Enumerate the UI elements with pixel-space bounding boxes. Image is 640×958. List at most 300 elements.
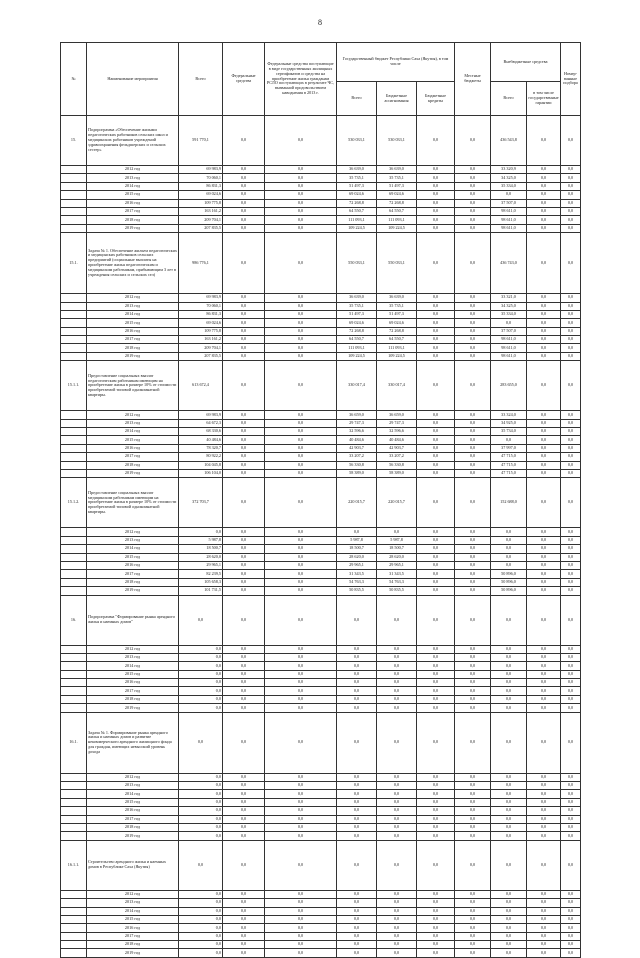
- year-empty-cell: [61, 561, 87, 569]
- year-empty-cell: [61, 411, 87, 419]
- year-empty-cell: [61, 807, 87, 815]
- year-value: 0,0: [265, 207, 337, 215]
- year-empty-cell: [61, 815, 87, 823]
- section-value: 0,0: [455, 478, 491, 528]
- year-value: 36 659,0: [337, 411, 377, 419]
- year-row: [61, 327, 581, 335]
- year-value: 0,0: [377, 890, 417, 898]
- year-value: 51 497,3: [337, 182, 377, 190]
- year-value: 0,0: [527, 790, 561, 798]
- year-value: 0,0: [455, 428, 491, 436]
- year-value: 0,0: [223, 899, 265, 907]
- year-value: 0,0: [561, 207, 581, 215]
- year-value: 0,0: [527, 899, 561, 907]
- year-value: 0,0: [337, 798, 377, 806]
- year-value: 0,0: [561, 352, 581, 360]
- year-value: 0,0: [417, 461, 455, 469]
- year-value: 72 268,8: [377, 199, 417, 207]
- year-value: 0,0: [455, 545, 491, 553]
- year-value: 0,0: [223, 662, 265, 670]
- year-value: 0,0: [561, 941, 581, 949]
- header-notes: Номер-ванные подбора: [561, 43, 581, 116]
- year-row: [61, 553, 581, 561]
- year-value: 0,0: [527, 924, 561, 932]
- year-value: 0,0: [561, 344, 581, 352]
- year-value: 0,0: [455, 899, 491, 907]
- year-value: 0,0: [455, 932, 491, 940]
- section-value: 220 015,7: [377, 478, 417, 528]
- year-value: 0,0: [417, 832, 455, 840]
- year-value: 0,0: [455, 191, 491, 199]
- year-value: 0,0: [377, 932, 417, 940]
- section-number: 15.: [61, 116, 87, 166]
- year-label: 2013 год: [87, 536, 179, 544]
- header-off-incl: в том числе государственные гарантии: [527, 82, 561, 116]
- year-value: 69 983,9: [179, 294, 223, 302]
- year-value: 0,0: [417, 545, 455, 553]
- year-value: 72 268,8: [337, 199, 377, 207]
- year-value: 0,0: [265, 790, 337, 798]
- section-value: 0,0: [179, 840, 223, 890]
- year-empty-cell: [61, 469, 87, 477]
- year-value: 0,0: [527, 932, 561, 940]
- year-value: 0,0: [455, 790, 491, 798]
- year-value: 18 500,7: [377, 545, 417, 553]
- year-value: 0,0: [223, 815, 265, 823]
- year-value: 0,0: [223, 798, 265, 806]
- year-label: 2015 год: [87, 553, 179, 561]
- year-row: [61, 319, 581, 327]
- year-value: 0,0: [265, 645, 337, 653]
- section-value: 0,0: [337, 840, 377, 890]
- year-row: [61, 823, 581, 831]
- section-value: 0,0: [455, 840, 491, 890]
- year-row: [61, 216, 581, 224]
- year-row: [61, 653, 581, 661]
- year-label: 2017 год: [87, 336, 179, 344]
- year-label: 2014 год: [87, 662, 179, 670]
- year-value: 111 093,1: [377, 216, 417, 224]
- section-value: 986 776,1: [179, 233, 223, 294]
- year-value: 0,0: [377, 907, 417, 915]
- year-row: [61, 444, 581, 452]
- year-empty-cell: [61, 653, 87, 661]
- year-value: 0,0: [417, 216, 455, 224]
- section-value: 0,0: [455, 595, 491, 645]
- year-value: 0,0: [223, 302, 265, 310]
- year-value: 0,0: [417, 453, 455, 461]
- year-value: 0,0: [455, 469, 491, 477]
- year-row: [61, 662, 581, 670]
- year-value: 0,0: [455, 941, 491, 949]
- year-value: 0,0: [223, 653, 265, 661]
- section-value: 0,0: [417, 595, 455, 645]
- year-value: 36 639,0: [337, 294, 377, 302]
- year-value: 0,0: [417, 773, 455, 781]
- header-state-budget: Государственный бюджет Республики Саха (Якутия), в том числе: [337, 43, 455, 82]
- year-label: 2019 год: [87, 224, 179, 232]
- year-value: 0,0: [337, 645, 377, 653]
- year-value: 111 093,1: [337, 216, 377, 224]
- year-value: 0,0: [377, 782, 417, 790]
- year-value: 0,0: [455, 679, 491, 687]
- year-value: 0,0: [491, 907, 527, 915]
- year-value: 0,0: [223, 553, 265, 561]
- section-value: 436 743,0: [491, 233, 527, 294]
- year-value: 0,0: [223, 207, 265, 215]
- year-value: 0,0: [527, 166, 561, 174]
- year-value: 0,0: [417, 932, 455, 940]
- year-value: 0,0: [561, 199, 581, 207]
- year-value: 0,0: [455, 578, 491, 586]
- year-row: [61, 679, 581, 687]
- year-value: 0,0: [455, 411, 491, 419]
- year-empty-cell: [61, 310, 87, 318]
- year-value: 0,0: [527, 191, 561, 199]
- year-value: 37 507,0: [491, 327, 527, 335]
- year-value: 0,0: [561, 319, 581, 327]
- year-value: 0,0: [527, 561, 561, 569]
- year-value: 69 024,6: [377, 191, 417, 199]
- year-value: 0,0: [265, 670, 337, 678]
- section-value: 0,0: [223, 595, 265, 645]
- year-empty-cell: [61, 704, 87, 712]
- year-value: 0,0: [265, 319, 337, 327]
- year-value: 111 093,1: [337, 344, 377, 352]
- year-value: 0,0: [417, 645, 455, 653]
- year-value: 36 659,0: [377, 411, 417, 419]
- year-value: 0,0: [377, 899, 417, 907]
- year-row: [61, 536, 581, 544]
- year-empty-cell: [61, 890, 87, 898]
- year-value: 0,0: [265, 461, 337, 469]
- year-value: 35 735,1: [337, 302, 377, 310]
- year-label: 2014 год: [87, 310, 179, 318]
- year-value: 0,0: [265, 444, 337, 452]
- year-value: 69 983,9: [179, 166, 223, 174]
- section-value: 0,0: [223, 233, 265, 294]
- year-value: 0,0: [265, 823, 337, 831]
- year-empty-cell: [61, 182, 87, 190]
- header-state-credits: Бюджетные кредиты: [417, 82, 455, 116]
- year-value: 0,0: [455, 294, 491, 302]
- year-value: 0,0: [223, 924, 265, 932]
- year-value: 0,0: [223, 536, 265, 544]
- header-name: Наименование мероприятия: [87, 43, 179, 116]
- year-value: 0,0: [223, 907, 265, 915]
- year-value: 0,0: [223, 890, 265, 898]
- year-value: 0,0: [223, 199, 265, 207]
- year-value: 0,0: [265, 662, 337, 670]
- year-value: 98 611,0: [491, 216, 527, 224]
- year-value: 70 060,1: [179, 174, 223, 182]
- year-value: 0,0: [223, 294, 265, 302]
- section-value: 0,0: [265, 595, 337, 645]
- year-value: 0,0: [491, 798, 527, 806]
- year-value: 0,0: [455, 166, 491, 174]
- section-title: Задача № 1. Обеспечение жильем педагогических и медицинских работников сельских предприятий (социальные выплаты на приобретение жилья педагогическим и медицинским работникам, прибывающим 3 лет в учреждения сельских и сельских сел): [87, 233, 179, 294]
- year-value: 0,0: [223, 419, 265, 427]
- year-value: 0,0: [223, 310, 265, 318]
- year-value: 0,0: [417, 679, 455, 687]
- year-value: 0,0: [561, 294, 581, 302]
- year-label: 2012 год: [87, 890, 179, 898]
- year-value: 0,0: [527, 645, 561, 653]
- year-row: [61, 790, 581, 798]
- year-empty-cell: [61, 191, 87, 199]
- year-value: 0,0: [417, 823, 455, 831]
- year-value: 0,0: [377, 687, 417, 695]
- year-empty-cell: [61, 444, 87, 452]
- year-label: 2016 год: [87, 561, 179, 569]
- year-value: 0,0: [561, 695, 581, 703]
- year-value: 0,0: [561, 790, 581, 798]
- year-label: 2018 год: [87, 941, 179, 949]
- year-label: 2017 год: [87, 687, 179, 695]
- year-value: 0,0: [561, 336, 581, 344]
- year-value: 78 320,7: [179, 444, 223, 452]
- year-value: 0,0: [223, 790, 265, 798]
- year-value: 0,0: [491, 790, 527, 798]
- year-value: 0,0: [527, 695, 561, 703]
- year-empty-cell: [61, 773, 87, 781]
- year-empty-cell: [61, 932, 87, 940]
- year-value: 51 497,3: [337, 310, 377, 318]
- section-value: 0,0: [179, 712, 223, 773]
- year-label: 2013 год: [87, 899, 179, 907]
- year-label: 2017 год: [87, 207, 179, 215]
- year-value: 29 747,3: [377, 419, 417, 427]
- year-value: 0,0: [179, 790, 223, 798]
- year-value: 0,0: [455, 436, 491, 444]
- year-label: 2016 год: [87, 199, 179, 207]
- year-value: 0,0: [527, 832, 561, 840]
- year-label: 2014 год: [87, 545, 179, 553]
- section-number: 16.: [61, 595, 87, 645]
- year-value: 0,0: [561, 191, 581, 199]
- year-value: 0,0: [417, 199, 455, 207]
- year-value: 0,0: [265, 536, 337, 544]
- year-value: 0,0: [455, 302, 491, 310]
- year-value: 0,0: [223, 319, 265, 327]
- year-empty-cell: [61, 199, 87, 207]
- year-value: 31 343,5: [337, 570, 377, 578]
- year-value: 0,0: [561, 545, 581, 553]
- year-value: 0,0: [223, 704, 265, 712]
- year-value: 0,0: [527, 319, 561, 327]
- year-value: 0,0: [417, 941, 455, 949]
- section-value: 0,0: [179, 595, 223, 645]
- year-empty-cell: [61, 174, 87, 182]
- year-value: 0,0: [561, 553, 581, 561]
- year-row: [61, 570, 581, 578]
- year-value: 0,0: [179, 890, 223, 898]
- header-state-loans: Бюджетные ассигнования: [377, 82, 417, 116]
- year-value: 35 334,0: [491, 310, 527, 318]
- year-label: 2013 год: [87, 302, 179, 310]
- year-value: 0,0: [417, 704, 455, 712]
- section-number: 15.1.1.: [61, 361, 87, 411]
- year-empty-cell: [61, 782, 87, 790]
- year-label: 2019 год: [87, 949, 179, 957]
- year-value: 0,0: [265, 336, 337, 344]
- year-value: 0,0: [455, 207, 491, 215]
- year-value: 209 704,1: [179, 344, 223, 352]
- year-value: 50 896,0: [491, 570, 527, 578]
- year-value: 0,0: [223, 216, 265, 224]
- year-value: 0,0: [223, 773, 265, 781]
- year-label: 2012 год: [87, 645, 179, 653]
- page-number: 8: [318, 18, 322, 27]
- year-value: 0,0: [265, 428, 337, 436]
- year-label: 2017 год: [87, 815, 179, 823]
- year-row: [61, 645, 581, 653]
- year-value: 0,0: [527, 782, 561, 790]
- year-value: 50 835,5: [377, 587, 417, 595]
- section-value: 0,0: [455, 712, 491, 773]
- year-value: 0,0: [337, 932, 377, 940]
- section-row: [61, 361, 581, 411]
- year-value: 28 620,0: [179, 553, 223, 561]
- year-value: 0,0: [377, 695, 417, 703]
- year-value: 0,0: [265, 191, 337, 199]
- year-label: 2018 год: [87, 695, 179, 703]
- year-label: 2012 год: [87, 773, 179, 781]
- year-empty-cell: [61, 645, 87, 653]
- year-value: 0,0: [455, 561, 491, 569]
- year-label: 2019 год: [87, 352, 179, 360]
- year-value: 0,0: [561, 823, 581, 831]
- year-value: 0,0: [527, 587, 561, 595]
- year-empty-cell: [61, 823, 87, 831]
- section-value: 530 033,1: [377, 116, 417, 166]
- year-row: [61, 436, 581, 444]
- year-value: 0,0: [527, 528, 561, 536]
- year-value: 0,0: [223, 336, 265, 344]
- year-value: 0,0: [455, 419, 491, 427]
- year-value: 0,0: [265, 695, 337, 703]
- year-value: 69 983,9: [179, 411, 223, 419]
- year-value: 0,0: [455, 536, 491, 544]
- section-number: 16.1.1.: [61, 840, 87, 890]
- year-value: 207 835,5: [179, 224, 223, 232]
- year-value: 69 024,6: [179, 319, 223, 327]
- year-empty-cell: [61, 545, 87, 553]
- year-value: 0,0: [337, 832, 377, 840]
- year-value: 0,0: [561, 832, 581, 840]
- year-value: 47 715,0: [491, 453, 527, 461]
- year-row: [61, 453, 581, 461]
- year-value: 0,0: [561, 536, 581, 544]
- year-value: 31 343,5: [377, 570, 417, 578]
- year-label: 2013 год: [87, 782, 179, 790]
- year-value: 0,0: [179, 832, 223, 840]
- year-value: 0,0: [417, 587, 455, 595]
- year-value: 0,0: [223, 687, 265, 695]
- year-value: 0,0: [527, 419, 561, 427]
- year-value: 0,0: [223, 174, 265, 182]
- section-value: 0,0: [561, 595, 581, 645]
- year-value: 0,0: [455, 310, 491, 318]
- year-value: 0,0: [417, 191, 455, 199]
- section-number: 16.1.: [61, 712, 87, 773]
- year-empty-cell: [61, 528, 87, 536]
- year-value: 28 620,0: [377, 553, 417, 561]
- year-value: 0,0: [455, 645, 491, 653]
- year-value: 0,0: [265, 899, 337, 907]
- year-value: 0,0: [491, 924, 527, 932]
- year-value: 0,0: [179, 815, 223, 823]
- year-value: 69 024,6: [179, 191, 223, 199]
- year-value: 64 550,7: [337, 336, 377, 344]
- year-value: 0,0: [527, 553, 561, 561]
- year-value: 163 161,2: [179, 336, 223, 344]
- year-value: 0,0: [337, 915, 377, 923]
- year-row: [61, 166, 581, 174]
- year-value: 0,0: [527, 907, 561, 915]
- year-value: 0,0: [455, 782, 491, 790]
- year-value: 42 903,7: [377, 444, 417, 452]
- year-value: 33 320,9: [491, 166, 527, 174]
- header-offbudget: Внебюджетные средства: [491, 43, 561, 82]
- year-row: [61, 428, 581, 436]
- year-value: 33 207,2: [337, 453, 377, 461]
- section-value: 613 672,4: [179, 361, 223, 411]
- year-value: 0,0: [527, 662, 561, 670]
- year-value: 0,0: [417, 436, 455, 444]
- year-value: 0,0: [527, 294, 561, 302]
- year-value: 0,0: [337, 704, 377, 712]
- year-value: 0,0: [377, 915, 417, 923]
- year-label: 2014 год: [87, 182, 179, 190]
- year-value: 0,0: [561, 419, 581, 427]
- year-value: 0,0: [561, 570, 581, 578]
- year-value: 0,0: [179, 899, 223, 907]
- year-value: 0,0: [561, 216, 581, 224]
- year-value: 0,0: [223, 344, 265, 352]
- year-value: 0,0: [491, 915, 527, 923]
- year-label: 2018 год: [87, 216, 179, 224]
- year-value: 0,0: [491, 545, 527, 553]
- year-label: 2019 год: [87, 704, 179, 712]
- year-empty-cell: [61, 941, 87, 949]
- year-value: 0,0: [527, 224, 561, 232]
- year-value: 0,0: [179, 807, 223, 815]
- year-empty-cell: [61, 224, 87, 232]
- year-value: 0,0: [179, 695, 223, 703]
- year-value: 0,0: [417, 411, 455, 419]
- year-value: 0,0: [455, 327, 491, 335]
- year-value: 109 224,5: [337, 224, 377, 232]
- section-value: 0,0: [561, 840, 581, 890]
- year-value: 0,0: [491, 941, 527, 949]
- year-value: 70 060,1: [179, 302, 223, 310]
- year-value: 0,0: [377, 949, 417, 957]
- year-value: 0,0: [455, 199, 491, 207]
- section-value: 0,0: [561, 116, 581, 166]
- year-empty-cell: [61, 832, 87, 840]
- section-value: 0,0: [265, 712, 337, 773]
- year-value: 0,0: [561, 949, 581, 957]
- year-value: 29 965,1: [179, 561, 223, 569]
- year-value: 0,0: [561, 679, 581, 687]
- year-value: 0,0: [265, 687, 337, 695]
- year-value: 0,0: [223, 436, 265, 444]
- year-empty-cell: [61, 695, 87, 703]
- year-empty-cell: [61, 899, 87, 907]
- year-empty-cell: [61, 907, 87, 915]
- section-value: 0,0: [377, 712, 417, 773]
